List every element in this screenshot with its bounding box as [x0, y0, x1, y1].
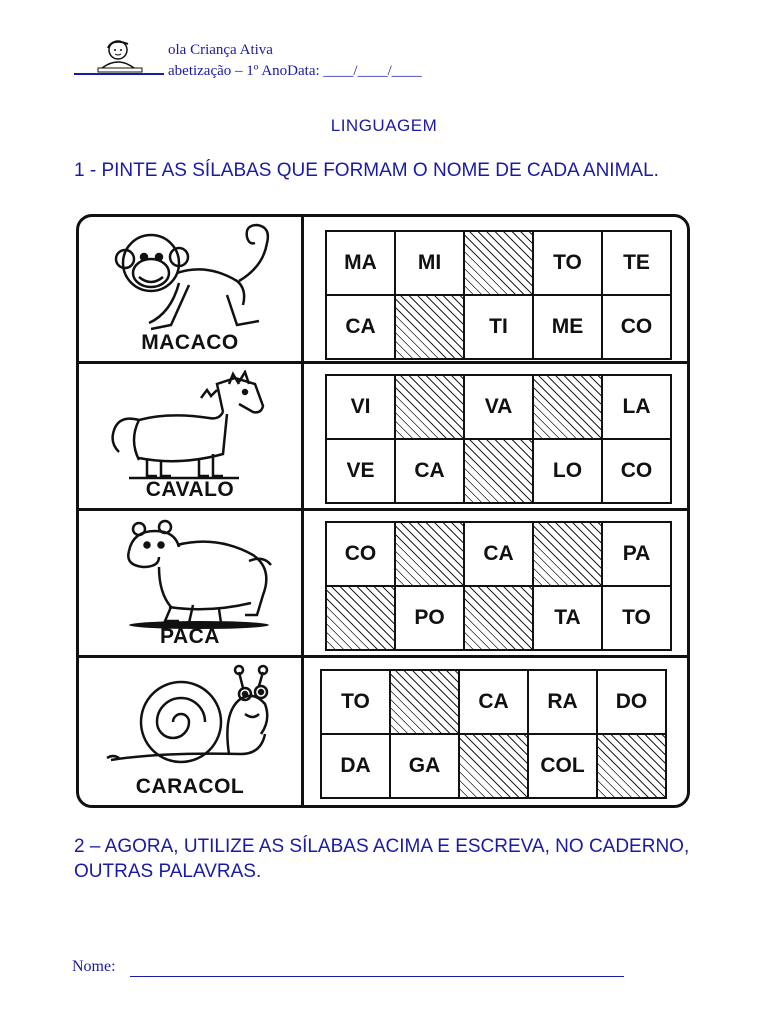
hatched-cell [465, 587, 532, 649]
syllable-cell[interactable]: TO [603, 587, 670, 649]
syllable-cell[interactable]: ME [534, 296, 601, 358]
syllable-cell[interactable]: TI [465, 296, 532, 358]
syllable-cell[interactable]: MA [327, 232, 394, 294]
monkey-icon [99, 223, 283, 335]
syllable-cell[interactable]: CA [465, 523, 532, 585]
hatched-cell [534, 376, 601, 438]
question-2: 2 – AGORA, UTILIZE AS SÍLABAS ACIMA E ESCREVA, NO CADERNO, OUTRAS PALAVRAS. [74, 836, 690, 882]
syllable-cell[interactable]: CA [396, 440, 463, 502]
syllable-cell[interactable]: VE [327, 440, 394, 502]
syllable-cell[interactable]: GA [391, 735, 458, 797]
hatched-cell [598, 735, 665, 797]
syllable-cell[interactable]: TE [603, 232, 670, 294]
hatched-cell [465, 232, 532, 294]
animal-cell-paca [79, 511, 301, 655]
question-1: 1 - PINTE AS SÍLABAS QUE FORMAM O NOME DE CADA ANIMAL. [74, 160, 659, 181]
syllable-cell[interactable]: CO [603, 440, 670, 502]
hatched-cell [396, 296, 463, 358]
snail-icon [99, 664, 283, 776]
syllable-cell[interactable]: DA [322, 735, 389, 797]
syllable-cell[interactable]: CO [327, 523, 394, 585]
hatched-cell [396, 523, 463, 585]
syllable-cell[interactable]: COL [529, 735, 596, 797]
board-divider [301, 217, 304, 805]
syllable-cell[interactable]: DO [598, 671, 665, 733]
school-name: ola Criança Ativa [168, 42, 273, 58]
syllable-cell[interactable]: PA [603, 523, 670, 585]
syllable-cell[interactable]: LO [534, 440, 601, 502]
animal-name: PACA [160, 625, 220, 648]
syllable-cell[interactable]: TO [534, 232, 601, 294]
syllable-grid [325, 230, 672, 360]
syllable-grid [320, 669, 667, 799]
animal-name: MACACO [141, 331, 239, 354]
animal-cell-macaco [79, 217, 301, 361]
animal-cell-caracol [79, 658, 301, 805]
hatched-cell [327, 587, 394, 649]
hatched-cell [465, 440, 532, 502]
syllable-cell[interactable]: LA [603, 376, 670, 438]
horse-icon [99, 370, 283, 482]
syllable-cell[interactable]: VA [465, 376, 532, 438]
syllable-cell[interactable]: TO [322, 671, 389, 733]
name-field[interactable] [130, 976, 624, 977]
hatched-cell [396, 376, 463, 438]
syllable-grid [325, 521, 672, 651]
animal-name: CAVALO [145, 478, 235, 501]
hatched-cell [460, 735, 527, 797]
syllable-cell[interactable]: RA [529, 671, 596, 733]
section-title: LINGUAGEM [330, 116, 438, 135]
syllable-grid [325, 374, 672, 504]
paca-icon [99, 517, 283, 629]
hatched-cell [391, 671, 458, 733]
syllable-cell[interactable]: VI [327, 376, 394, 438]
syllable-cell[interactable]: CA [327, 296, 394, 358]
animal-cell-cavalo [79, 364, 301, 508]
syllable-cell[interactable]: PO [396, 587, 463, 649]
syllable-cell[interactable]: CA [460, 671, 527, 733]
animal-name: CARACOL [135, 775, 245, 798]
header [72, 38, 492, 88]
hatched-cell [534, 523, 601, 585]
name-label: Nome: [72, 958, 116, 975]
syllable-board [76, 214, 690, 808]
syllable-cell[interactable]: MI [396, 232, 463, 294]
school-logo-icon [72, 38, 164, 78]
class-date-line: abetização – 1º AnoData: ____/____/____ [168, 63, 422, 79]
syllable-cell[interactable]: TA [534, 587, 601, 649]
syllable-cell[interactable]: CO [603, 296, 670, 358]
